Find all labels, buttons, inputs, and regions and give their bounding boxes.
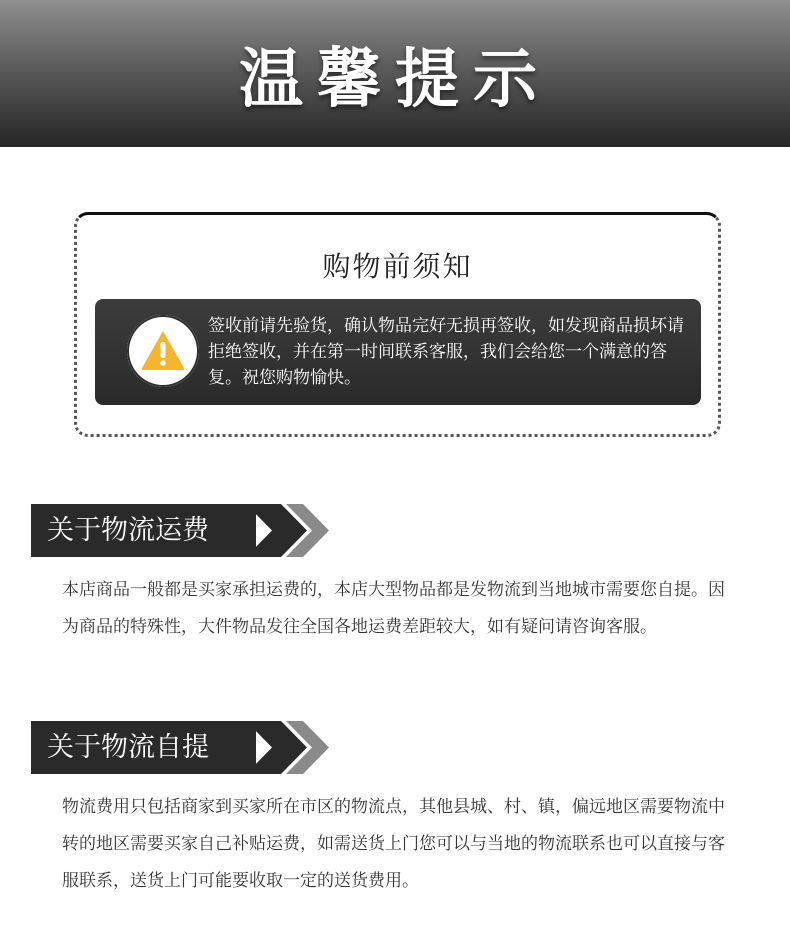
header-banner <box>0 0 790 147</box>
chevron-right-icon <box>246 504 332 557</box>
section-body-shipping: 本店商品一般都是买家承担运费的，本店大型物品都是发物流到当地城市需要您自提。因为商品的特殊性，大件物品发往全国各地运费差距较大，如有疑问请咨询客服。 <box>62 580 725 637</box>
banner-title: 温馨提示 <box>239 42 551 117</box>
notice-text: 签收前请先验货，确认物品完好无损再签收，如发现商品损坏请拒绝签收，并在第一时间联系客服，我们会给您一个满意的答复。祝您购物愉快。 <box>208 316 684 388</box>
warning-icon <box>127 315 199 387</box>
section-heading-text: 关于物流运费 <box>47 515 209 546</box>
notice-title: 购物前须知 <box>322 250 473 283</box>
section-heading-text: 关于物流自提 <box>47 732 209 763</box>
notice-box <box>74 212 721 437</box>
section-heading-shipping <box>31 504 301 557</box>
section-heading-pickup <box>31 721 301 774</box>
notice-panel <box>95 299 701 405</box>
section-body-pickup: 物流费用只包括商家到买家所在市区的物流点，其他县城、村、镇，偏远地区需要物流中转的地区需要买家自己补贴运费，如需送货上门您可以与当地的物流联系也可以直接与客服联系，送货上门可能要收取一定的送货费用。 <box>62 797 725 891</box>
chevron-right-icon <box>246 721 332 774</box>
